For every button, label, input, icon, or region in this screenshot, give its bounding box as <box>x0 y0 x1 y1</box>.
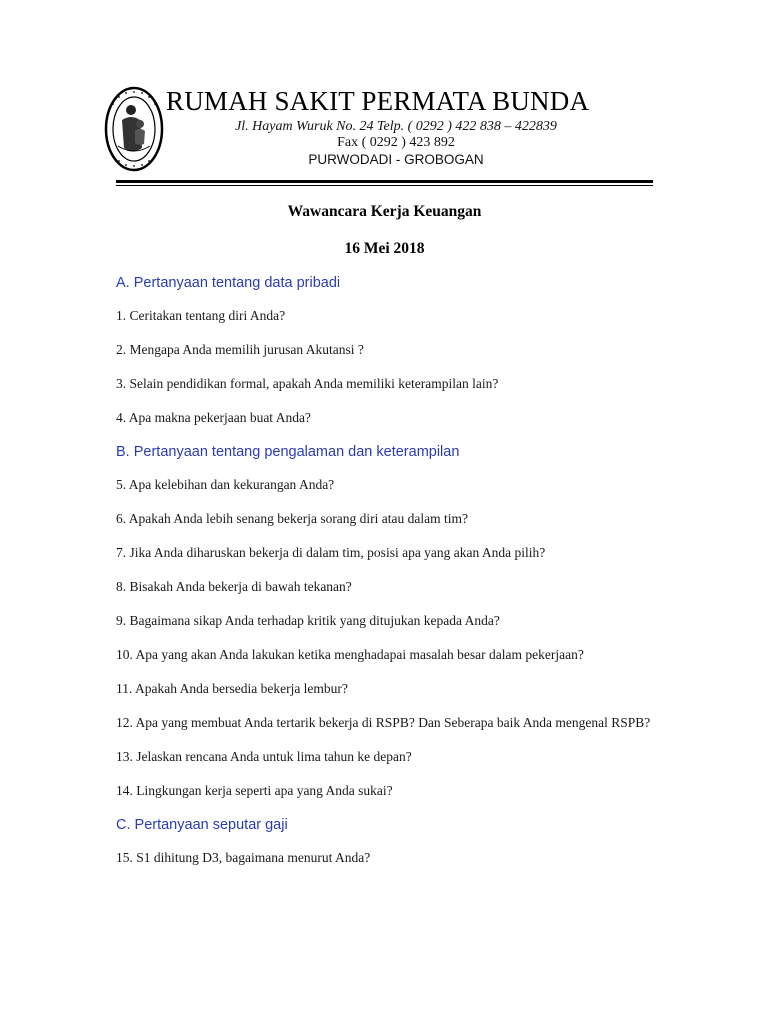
question-item: 14. Lingkungan kerja seperti apa yang Anda sukai? <box>116 783 393 798</box>
question-item: 10. Apa yang akan Anda lakukan ketika menghadapai masalah besar dalam pekerjaan? <box>116 647 584 662</box>
letterhead-divider-thin <box>116 185 653 186</box>
document-title: Wawancara Kerja Keuangan <box>287 203 482 220</box>
section-heading-b: B. Pertanyaan tentang pengalaman dan keterampilan <box>116 444 460 460</box>
question-item: 5. Apa kelebihan dan kekurangan Anda? <box>116 477 335 492</box>
section-heading-a: A. Pertanyaan tentang data pribadi <box>116 275 341 291</box>
question-item: 7. Jika Anda diharuskan bekerja di dalam tim, posisi apa yang akan Anda pilih? <box>116 545 546 560</box>
question-item: 6. Apakah Anda lebih senang bekerja sorang diri atau dalam tim? <box>116 511 469 526</box>
question-item: 12. Apa yang membuat Anda tertarik bekerja di RSPB? Dan Seberapa baik Anda mengenal RSPB? <box>116 715 651 730</box>
question-item: 11. Apakah Anda bersedia bekerja lembur? <box>116 681 348 696</box>
hospital-name: RUMAH SAKIT PERMATA BUNDA <box>166 86 590 116</box>
question-item: 4. Apa makna pekerjaan buat Anda? <box>116 410 311 425</box>
question-item: 8. Bisakah Anda bekerja di bawah tekanan? <box>116 579 352 594</box>
question-item: 2. Mengapa Anda memilih jurusan Akutansi ? <box>116 342 364 357</box>
hospital-seal-logo <box>104 86 164 172</box>
section-heading-c: C. Pertanyaan seputar gaji <box>116 817 288 833</box>
question-item: 13. Jelaskan rencana Anda untuk lima tahun ke depan? <box>116 749 412 764</box>
question-item: 1. Ceritakan tentang diri Anda? <box>116 308 286 323</box>
address-line-3: PURWODADI - GROBOGAN <box>308 152 484 167</box>
letterhead-divider-thick <box>116 180 653 183</box>
question-list <box>116 275 653 884</box>
question-item: 15. S1 dihitung D3, bagaimana menurut Anda? <box>116 850 371 865</box>
question-item: 9. Bagaimana sikap Anda terhadap kritik yang ditujukan kepada Anda? <box>116 613 500 628</box>
question-item: 3. Selain pendidikan formal, apakah Anda memiliki keterampilan lain? <box>116 376 499 391</box>
address-line-1: Jl. Hayam Wuruk No. 24 Telp. ( 0292 ) 422 838 – 422839 <box>235 119 557 134</box>
document-date: 16 Mei 2018 <box>344 240 425 257</box>
address-line-2: Fax ( 0292 ) 423 892 <box>337 135 455 150</box>
